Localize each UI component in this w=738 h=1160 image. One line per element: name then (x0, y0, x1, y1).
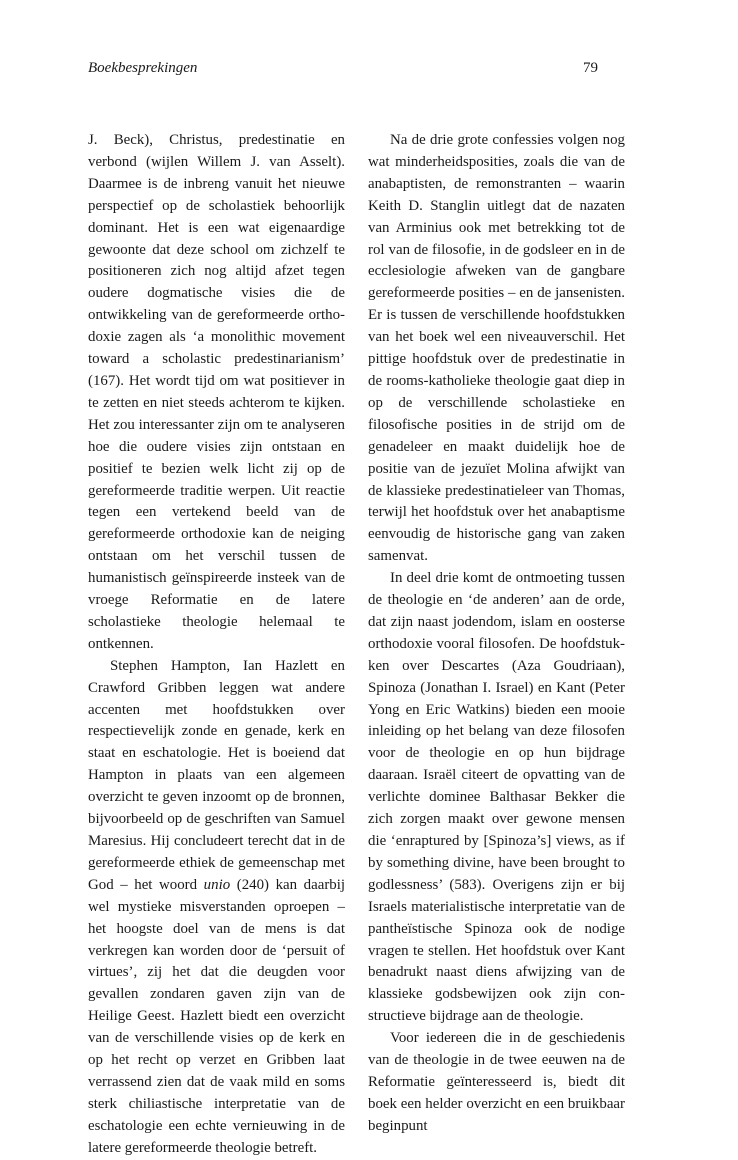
paragraph: J. Beck), Christus, predestinatie en verbond (wijlen Willem J. van Asselt). Daarmee is de inbreng vanuit het nieuwe perspectief op de scholastiek behoorlijk dominant. Het is een wat eigenaardige gewoonte dat deze school om zichzelf te positioneren zich nog altijd afzet tegen oudere dogmatische visies die de ontwikkeling van de gereformeerde orthodoxie zagen als ‘a monolithic movement toward a scholastic predestinarianism’ (167). Het wordt tijd om wat positiever in te zetten en niet steeds achterom te kijken. Het zou interessanter zijn om te analyseren hoe die oudere visies zijn ontstaan en positief te bezien welk licht zij op de gereformeerde traditie werpen. Uit reactie tegen een vertekend beeld van de gereformeerde orthodoxie kan de neiging ontstaan om het verschil tussen de humanistisch geïnspireerde insteek van de vroege Reformatie en de latere scholastieke theologie helemaal te ontkennen. (88, 132, 345, 652)
paragraph (88, 656, 345, 1160)
left-column (88, 130, 345, 1160)
paragraph-text: (240) kan daarbij wel mystieke misverstanden oproepen – het hoogste doel van de mens is dat verkregen kan worden door de ‘persuit of virtues’, zij het dat die deugden voor gevallen zondaren gaven zijn van de Heilige Geest. Hazlett biedt een overzicht van de verschillende visies op de kerk en op het recht op verzet en Gribben laat verrassend zien dat de vaak mild en soms sterk chiliastische interpretatie van de eschatologie een echte vernieuwing in de latere gereformeerde theologie betreft. (88, 876, 345, 1156)
paragraph: Na de drie grote confessies volgen nog wat minderheidsposities, zoals die van de anabaptisten, de remonstranten – waarin Keith D. Stanglin uitlegt dat de nazaten van Arminius ook met betrekking tot de rol van de filosofie, in de godsleer en in de ecclesiologie afweken van de gangbare gereformeerde posities – en de jansenisten. Er is tussen de verschillende hoofdstukken van het boek wel een niveauverschil. Het pittige hoofdstuk over de predestinatie in de rooms-katholieke theologie gaat diep in op de verschillende scholastieke en filosofische posities in de strijd om de genadeleer en maakt duidelijk hoe de positie van de jezuïet Molina afwijkt van de klassieke predestinatieleer van Thomas, terwijl het hoofdstuk over het anabaptisme eenvoudig de historische gang van zaken samenvat. (368, 132, 625, 565)
paragraph-text: Stephen Hampton, Ian Hazlett en Crawford Gribben leggen wat andere accenten met hoofdstukken over respectievelijk zonde en genade, kerk en staat en eschatologie. Het is boeiend dat Hampton in plaats van een algemeen overzicht te geven inzoomt op de bronnen, bijvoorbeeld op de geschriften van Samuel Maresius. Hij concludeert terecht dat in de gereformeerde ethiek de gemeenschap met God – het woord (88, 657, 345, 893)
paragraph: Voor iedereen die in de geschiedenis van de theologie in de twee eeuwen na de Reformatie geïnteresseerd is, biedt dit boek een helder overzicht en een bruikbaar beginpunt (368, 1030, 625, 1134)
page-header (88, 60, 598, 84)
italic-term: unio (203, 876, 231, 893)
paragraph: In deel drie komt de ontmoeting tussen de theologie en ‘de anderen’ aan de orde, dat zijn naast jodendom, islam en oosterse orthodoxie vooral filosofen. De hoofdstukken over Descartes (Aza Goudriaan), Spinoza (Jonathan I. Israel) en Kant (Peter Yong en Eric Watkins) bieden een mooie inleiding op het belang van deze filosofen voor de theologie en op hun bijdrage daaraan. Israël citeert de opvatting van de verlichte dominee Balthasar Bekker die zich zorgen maakt over gewone mensen die ‘enraptured by [Spinoza’s] views, as if by something divine, have been brought to godlessness’ (583). Overigens zijn er bij Israels materialistische interpretatie van de pantheïstische Spinoza ook de nodige vragen te stellen. Het hoofdstuk over Kant benadrukt naast diens afwijzing van de klassieke godsbewijzen ook zijn constructieve bijdrage aan de theologie. (368, 570, 625, 1025)
right-column (368, 130, 625, 1138)
page-number: 79 (583, 60, 598, 76)
running-head: Boekbesprekingen (88, 60, 198, 76)
